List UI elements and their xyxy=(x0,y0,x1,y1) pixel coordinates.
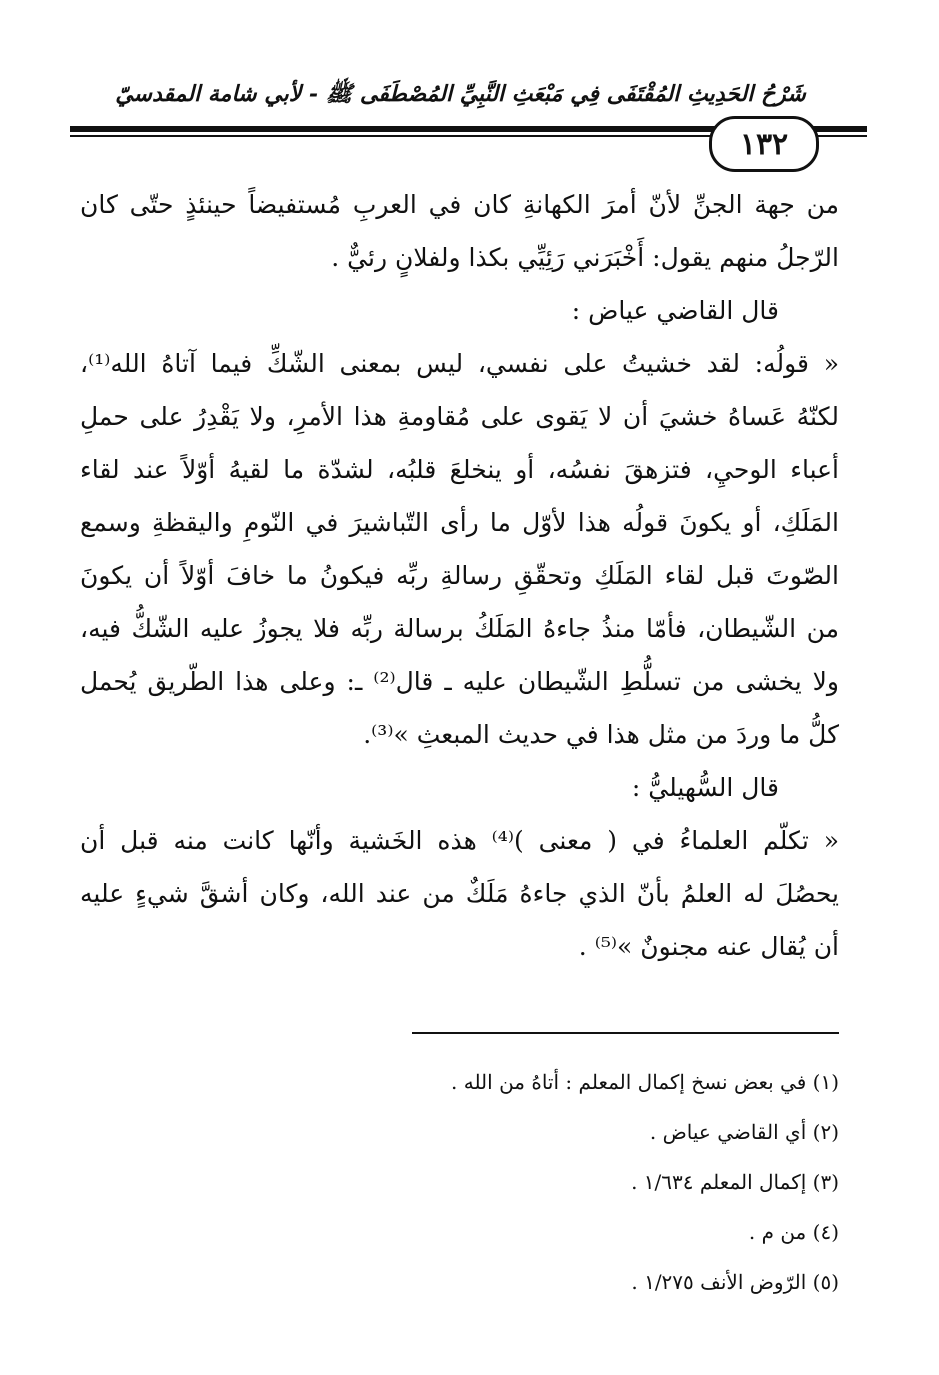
text-line: الرّجلُ منهم يقول: أَخْبَرَني رَئِيِّي بكذا ولفلانٍ رئيٌّ . xyxy=(331,243,839,272)
text-line: كلُّ ما وردَ من مثل هذا في حديث المبعثِ »⁽³⁾. xyxy=(363,720,839,749)
text-line: لكنّهُ عَساهُ خشيَ أن لا يَقوى على مُقاومةِ هذا الأمرِ، ولا يَقْدِرُ على حملِ xyxy=(80,402,839,431)
footnote: (٢) أي القاضي عياض . xyxy=(649,1120,839,1144)
section-heading: قال القاضي عياض : xyxy=(571,296,779,325)
footnotes xyxy=(100,1062,839,1312)
text-line: من الشّيطان، فأمّا منذُ جاءهُ المَلَكُ برسالة ربِّه فلا يجوزُ عليه الشّكُّ فيه، xyxy=(80,614,839,643)
text-line: الصّوتَ قبل لقاء المَلَكِ وتحقّقِ رسالةِ ربِّه فيكونُ ما خافَ أوّلاً أن يكونَ xyxy=(80,561,839,590)
text-line: يحصُلَ له العلمُ بأنّ الذي جاءهُ مَلَكٌ من عند الله، وكان أشقَّ شيءٍ عليه xyxy=(80,879,839,908)
section-heading: قال السُّهيليُّ : xyxy=(631,773,779,802)
text-line: أعباء الوحيِ، فتزهقَ نفسُه، أو ينخلعَ قلبُه، لشدّة ما لقيهُ أوّلاً عند لقاء xyxy=(80,455,839,484)
text-line: المَلَكِ، أو يكونَ قولُه هذا لأوّل ما رأى التّباشيرَ في النّومِ واليقظةِ وسمع xyxy=(80,508,839,537)
text-line: ولا يخشى من تسلُّطِ الشّيطان عليه ـ قال⁽²⁾ ـ: وعلى هذا الطّريق يُحمل xyxy=(80,667,839,696)
page-number: ١٣٢ xyxy=(709,116,819,172)
footnote: (٥) الرّوض الأنف ١/٢٧٥ . xyxy=(631,1270,839,1294)
footnote: (١) في بعض نسخ إكمال المعلم : أتاهُ من الله . xyxy=(451,1070,839,1094)
footnote: (٤) من م . xyxy=(748,1220,839,1244)
running-header: شَرْحُ الحَدِيثِ المُقْتَفَى فِي مَبْعَثِ النَّبِيِّ المُصْطَفَى ﷺ - لأبي شامة المقدسيّ xyxy=(115,81,806,107)
main-text xyxy=(80,178,839,973)
text-line: « قولُه: لقد خشيتُ على نفسي، ليس بمعنى الشّكِّ فيما آتاهُ الله⁽¹⁾، xyxy=(80,349,839,378)
text-line: أن يُقال عنه مجنونٌ »⁽⁵⁾ . xyxy=(578,932,839,961)
footnote-separator xyxy=(412,1032,839,1034)
text-line: من جهة الجنِّ لأنّ أمرَ الكهانةِ كان في العربِ مُستفيضاً حينئذٍ حتّى كان xyxy=(80,190,839,219)
text-line: « تكلّم العلماءُ في ( معنى )⁽⁴⁾ هذه الخَشية وأنّها كانت منه قبل أن xyxy=(80,826,839,855)
footnote: (٣) إكمال المعلم ١/٦٣٤ . xyxy=(631,1170,839,1194)
